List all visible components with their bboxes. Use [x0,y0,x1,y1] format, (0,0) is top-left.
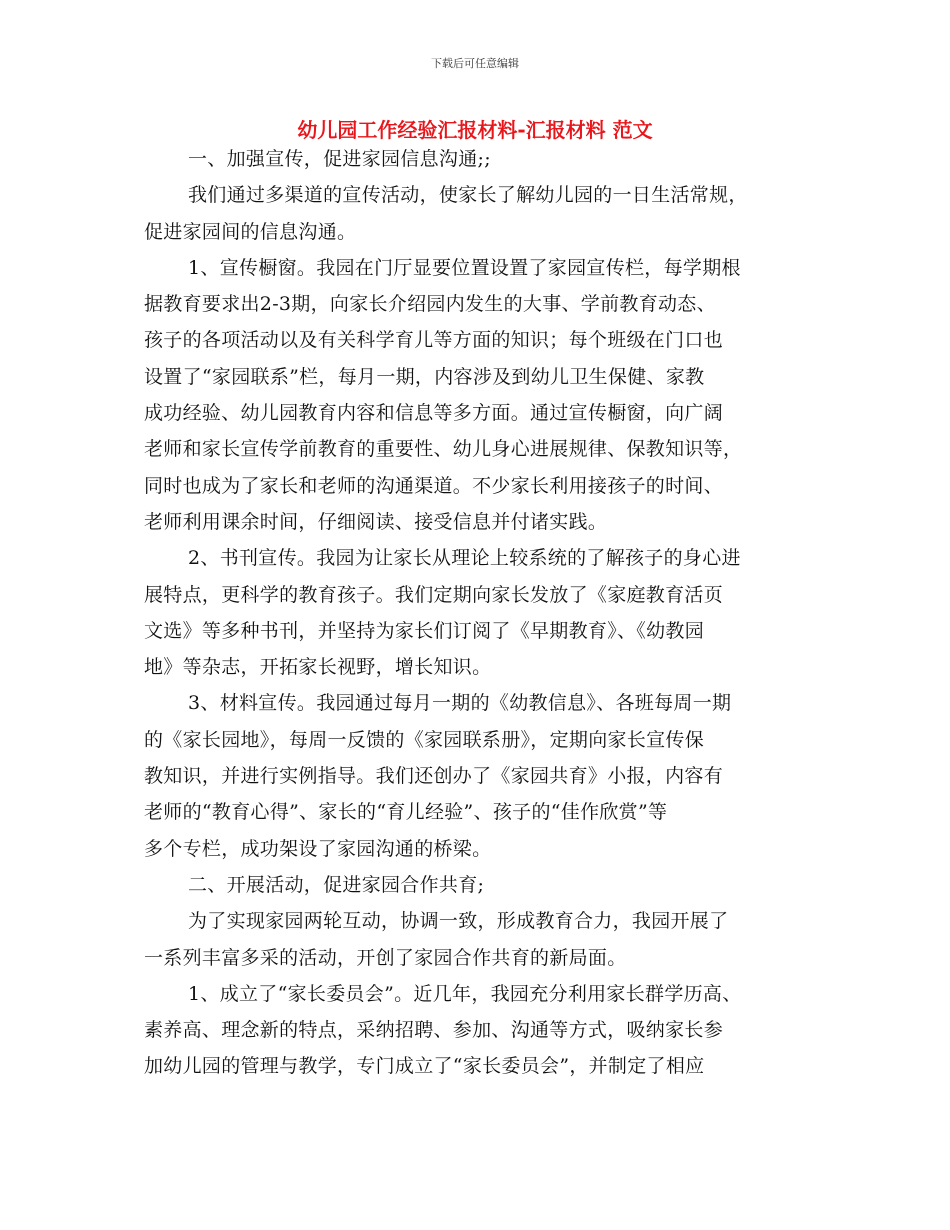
text-line: 设置了“家园联系”栏，每月一期，内容涉及到幼儿卫生保健、家教 [144,365,705,388]
header-note: 下载后可任意编辑 [431,57,519,70]
text-line: 老师和家长宣传学前教育的重要性、幼儿身心进展规律、保教知识等， [144,438,743,461]
text-line: 一系列丰富多采的活动，开创了家园合作共育的新局面。 [144,946,627,969]
text-line: 素养高、理念新的特点，采纳招聘、参加、沟通等方式，吸纳家长参 [144,1019,724,1042]
text-line: 促进家园间的信息沟通。 [144,220,357,243]
text-line: 2、书刊宣传。我园为让家长从理论上较系统的了解孩子的身心进 [188,547,741,570]
text-line: 的《家长园地》，每周一反馈的《家园联系册》，定期向家长宣传保 [144,728,705,751]
text-line: 成功经验、幼儿园教育内容和信息等多方面。通过宣传橱窗，向广阔 [144,402,724,425]
document-body [144,141,834,1085]
text-line: 教知识，并进行实例指导。我们还创办了《家园共育》小报，内容有 [144,765,724,788]
text-line: 老师的“教育心得”、家长的“育儿经验”、孩子的“佳作欣赏”等 [144,801,668,824]
text-line: 1、宣传橱窗。我园在门厅显要位置设置了家园宣传栏，每学期根 [188,256,741,279]
text-line: 加幼儿园的管理与教学，专门成立了“家长委员会”，并制定了相应 [144,1055,705,1078]
text-line: 为了实现家园两轮互动，协调一致，形成教育合力，我园开展了 [188,910,729,933]
text-line: 地》等杂志，开拓家长视野，增长知识。 [144,656,492,679]
text-line: 一、加强宣传，促进家园信息沟通;; [188,148,491,170]
text-line: 据教育要求出2-3期，向家长介绍园内发生的大事、学前教育动态、 [144,293,716,316]
text-line: 我们通过多渠道的宣传活动，使家长了解幼儿园的一日生活常规， [188,184,748,207]
text-line: 多个专栏，成功架设了家园沟通的桥梁。 [144,837,492,860]
text-line: 孩子的各项活动以及有关科学育儿等方面的知识；每个班级在门口也 [144,329,724,352]
text-line: 同时也成为了家长和老师的沟通渠道。不少家长利用接孩子的时间、 [144,474,724,497]
text-line: 老师利用课余时间，仔细阅读、接受信息并付诸实践。 [144,510,608,533]
text-line: 1、成立了“家长委员会”。近几年，我园充分利用家长群学历高、 [188,982,742,1005]
text-line: 3、材料宣传。我园通过每月一期的《幼教信息》、各班每周一期 [188,692,732,715]
text-line: 展特点，更科学的教育孩子。我们定期向家长发放了《家庭教育活页 [144,583,724,606]
text-line: 二、开展活动，促进家园合作共育; [188,873,485,896]
document-title: 幼儿园工作经验汇报材料-汇报材料 范文 [297,118,653,142]
text-line: 文选》等多种书刊，并坚持为家长们订阅了《早期教育》、《幼教园 [144,619,705,642]
